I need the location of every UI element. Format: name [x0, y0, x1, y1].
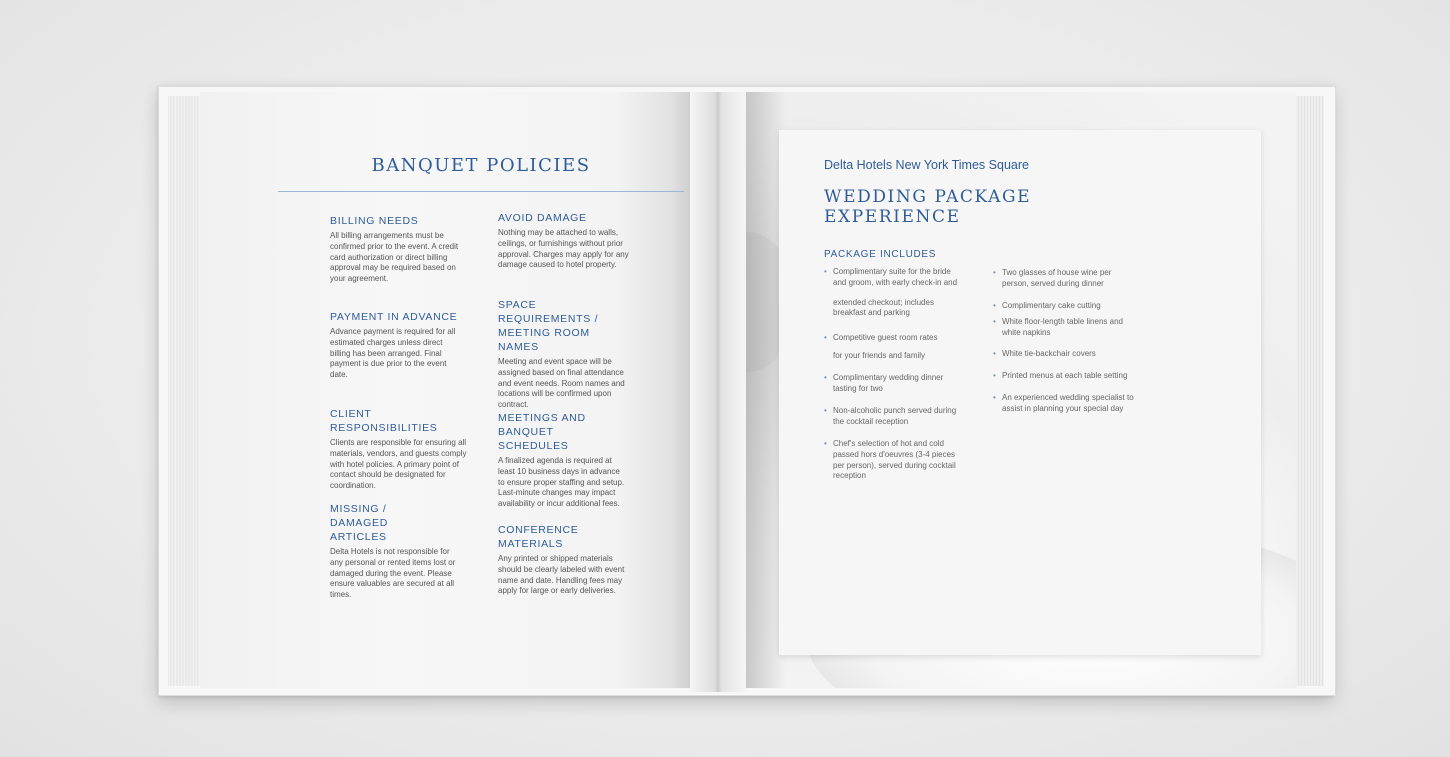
list-item-text: Printed menus at each table setting [1002, 371, 1128, 380]
list-item-text: Competitive guest room rates [833, 333, 938, 342]
package-title [824, 187, 1124, 227]
section-heading: AVOID DAMAGE [498, 212, 587, 224]
section-space-requirements [498, 298, 630, 411]
section-avoid-damage [498, 211, 633, 271]
section-heading: CONFERENCE MATERIALS [498, 524, 579, 550]
page-edges-left [168, 96, 202, 686]
section-missing-damaged-articles [330, 502, 462, 601]
list-item-text: Complimentary suite for the bride and groom, with early check-in and [833, 267, 958, 287]
list-item [993, 268, 1126, 290]
section-heading: MISSING / DAMAGED ARTICLES [330, 503, 388, 543]
list-item-text: Complimentary wedding dinner tasting for two [833, 373, 944, 393]
list-item-text: White tie-backchair covers [1002, 349, 1096, 358]
section-billing-needs [330, 214, 465, 285]
page-title: BANQUET POLICIES [371, 155, 591, 176]
section-payment-in-advance [330, 310, 460, 381]
section-body: Advance payment is required for all estimated charges unless direct billing has been arranged. Final payment is due prior to the event date. [330, 327, 456, 380]
bullet-mark: • [824, 267, 827, 276]
list-item-text: Complimentary cake cutting [1002, 301, 1101, 310]
title-divider [278, 191, 684, 192]
bullet-mark: • [824, 439, 827, 448]
list-item-text: Chef's selection of hot and cold passed hors d'oeuvres (3-4 pieces per person), served during cocktail reception [833, 439, 956, 481]
section-heading: BILLING NEEDS [330, 215, 419, 227]
list-item-text: An experienced wedding specialist to assist in planning your special day [1002, 393, 1134, 413]
list-item-text-continued: extended checkout; includes breakfast and parking [833, 297, 934, 318]
bullet-mark: • [993, 268, 996, 277]
bullet-mark: • [993, 393, 996, 402]
bullet-mark: • [824, 406, 827, 415]
section-client-responsibilities [330, 407, 468, 492]
list-item [824, 267, 965, 319]
section-body: Clients are responsible for ensuring all materials, vendors, and guests comply with hotel policies. A primary point of contact should be designated for coordination. [330, 438, 467, 491]
package-title-line-1: WEDDING PACKAGE [824, 187, 1032, 207]
section-heading: CLIENT RESPONSIBILITIES [330, 408, 438, 434]
list-item [824, 333, 965, 362]
page-edges-right [1292, 96, 1324, 686]
section-meetings-banquet-schedules [498, 411, 628, 510]
section-body: Any printed or shipped materials should be clearly labeled with event name and date. Handling fees may apply for large or early deliveries. [498, 554, 625, 596]
list-item [993, 349, 1142, 360]
list-item [993, 317, 1124, 339]
list-item-text: Non-alcoholic punch served during the cocktail reception [833, 406, 957, 426]
bullet-mark: • [993, 317, 996, 326]
bullet-mark: • [993, 371, 996, 380]
list-item [993, 301, 1142, 312]
list-item [824, 439, 957, 482]
list-item [993, 371, 1152, 382]
list-item-text: White floor-length table linens and white napkins [1002, 317, 1123, 337]
bullet-mark: • [824, 333, 827, 342]
section-body: Meeting and event space will be assigned based on final attendance and event needs. Room names and locations will be confirmed upon contract. [498, 357, 625, 410]
section-heading: PAYMENT IN ADVANCE [330, 311, 458, 323]
section-body: Nothing may be attached to walls, ceilings, or furnishings without prior approval. Charges may apply for any damage caused to hotel property. [498, 228, 629, 270]
section-body: All billing arrangements must be confirmed prior to the event. A credit card authorization or direct billing approval may be required based on your agreement. [330, 231, 459, 284]
book-gutter [688, 92, 748, 692]
list-item-text-continued: for your friends and family [833, 350, 926, 360]
section-heading: SPACE REQUIREMENTS / MEETING ROOM NAMES [498, 299, 599, 353]
package-includes-heading: PACKAGE INCLUDES [824, 249, 937, 260]
hotel-brand: Delta Hotels New York Times Square [824, 158, 1029, 172]
section-body: A finalized agenda is required at least 10 business days in advance to ensure proper staffing and setup. Last-minute changes may impact availability or incur additional fees. [498, 456, 625, 509]
bullet-mark: • [993, 301, 996, 310]
package-title-line-2: EXPERIENCE [824, 207, 961, 227]
section-heading: MEETINGS AND BANQUET SCHEDULES [498, 412, 586, 452]
list-item [824, 406, 969, 428]
list-item-text: Two glasses of house wine per person, served during dinner [1002, 268, 1112, 288]
section-conference-materials [498, 523, 630, 597]
bullet-mark: • [993, 349, 996, 358]
bullet-mark: • [824, 373, 827, 382]
list-item [993, 393, 1140, 415]
list-item [824, 373, 963, 395]
section-body: Delta Hotels is not responsible for any personal or rented items lost or damaged during the event. Please ensure valuables are secured at all times. [330, 547, 456, 600]
